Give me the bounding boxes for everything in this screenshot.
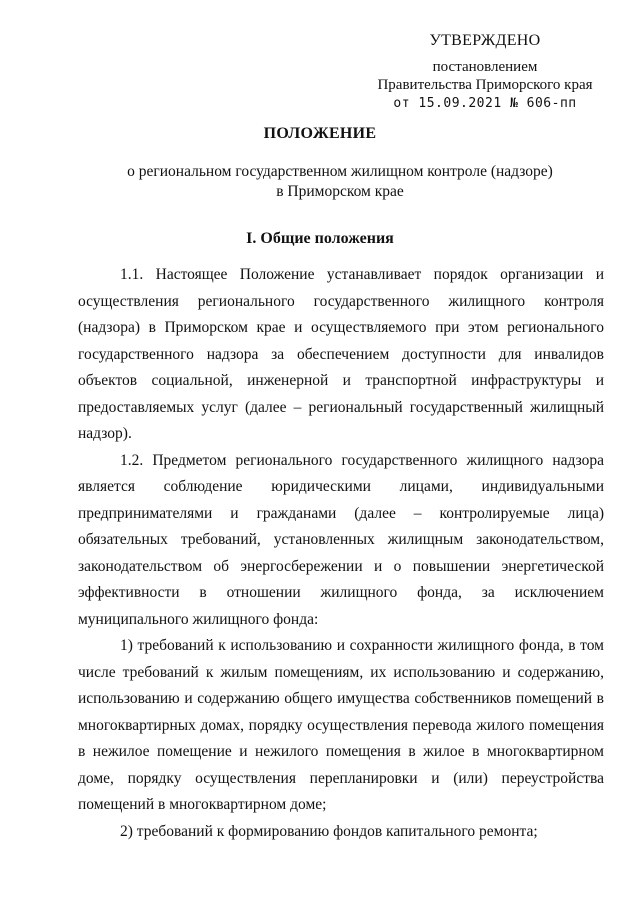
document-subtitle-line: в Приморском крае — [276, 183, 404, 200]
document-subtitle — [80, 162, 600, 202]
paragraph-1-1: 1.1. Настоящее Положение устанавливает порядок организации и осуществления регионального государственного жилищного контроля (надзора) в Приморском крае и осуществляемого при этом регионального государственного надзора за обеспечением доступности для инвалидов объектов социальной, инженерной и транспортной инфраструктуры и предоставляемых услуг (далее – региональный государственный жилищный надзор). — [78, 266, 604, 442]
document-title: ПОЛОЖЕНИЕ — [263, 125, 377, 142]
approval-stamp-title: УТВЕРЖДЕНО — [429, 32, 541, 49]
list-item-2: 2) требований к формированию фондов капитального ремонта; — [120, 822, 538, 840]
list-item-1: 1) требований к использованию и сохранности жилищного фонда, в том числе требований к жилым помещениям, их использованию и содержанию, использованию и содержанию общего имущества собственников помещений в многоквартирных домах, порядку осуществления перевода жилого помещения в нежилое помещение и нежилого помещения в жилое в многоквартирном доме, порядку осуществления перепланировки и (или) переустройства помещений в многоквартирном доме; — [78, 637, 604, 813]
approval-decree-line: постановлением — [432, 59, 538, 75]
document-body — [78, 262, 604, 845]
paragraph-1-2: 1.2. Предметом регионального государственного жилищного надзора является соблюдение юридическими лицами, индивидуальными предпринимателями и гражданами (далее – контролируемые лица) обязательных требований, установленных жилищным законодательством, законодательством об энергосбережении и о повышении энергетической эффективности в отношении жилищного фонда, за исключением муниципального жилищного фонда: — [78, 451, 604, 628]
approval-authority-line: Правительства Приморского края — [377, 77, 593, 93]
document-subtitle-line: о региональном государственном жилищном контроле (надзоре) — [127, 163, 553, 180]
approval-date-number: от 15.09.2021 № 606-пп — [393, 96, 577, 111]
section-heading: I. Общие положения — [246, 230, 394, 247]
